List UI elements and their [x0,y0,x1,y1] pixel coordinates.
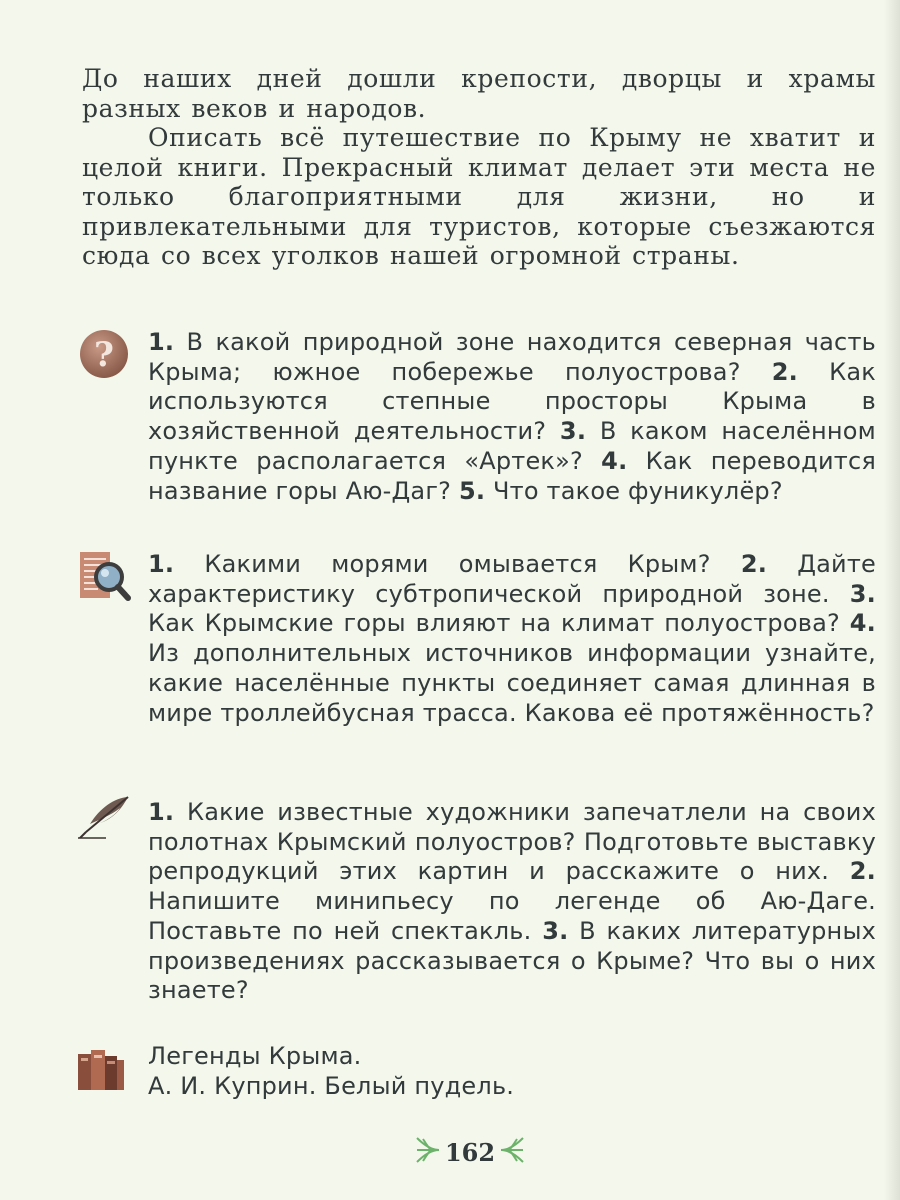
page-footer [410,1134,530,1170]
page-number: 162 [444,1137,496,1167]
page-edge-shadow [884,0,900,1200]
magnifier-document-icon [76,550,132,611]
research-block [148,550,876,728]
leaf-ornament-icon [499,1136,525,1169]
leaf-ornament-icon [415,1136,441,1169]
quill-feather-icon [76,794,132,845]
reading-block [148,1042,876,1101]
research-item: 1. Какими морями омывается Крым? [148,550,711,578]
question-item: 3. В каком населённом пункте располагается «Артек»? [148,417,876,475]
questions-block [148,328,876,506]
reading-line-1: Легенды Крыма. [148,1042,362,1070]
intro-text [82,64,876,271]
question-item: 2. Как используются степные просторы Крыма в хозяйственной деятельности? [148,357,876,446]
creative-item: 2. Напишите минипьесу по легенде об Аю-Даге. Поставьте по ней спектакль. [148,857,876,945]
creative-item: 3. В каких литературных произведениях рассказывается о Крыме? Что вы о них знаете? [148,916,876,1005]
intro-paragraph-2: Описать всё путешествие по Крыму не хватит и целой книги. Прекрасный климат делает эти места не только благоприятными для жизни, но и привлекательными для туристов, которые съезжаются сюда со всех уголков нашей огромной страны. [82,123,876,270]
reading-line-2: А. И. Куприн. Белый пудель. [148,1071,515,1100]
creative-block [148,798,876,1006]
intro-paragraph-1: До наших дней дошли крепости, дворцы и храмы разных веков и народов. [82,64,876,123]
question-mark-icon [78,328,130,385]
research-item: 2. Дайте характеристику субтропической природной зоне. [148,550,876,608]
question-item: 5. Что такое фуникулёр? [458,476,783,505]
question-item: 4. Как переводится название горы Аю-Даг? [148,446,876,505]
creative-item: 1. Какие известные художники запечатлели на своих полотнах Крымский полуостров? Подготовьте выставку репродукций этих картин и расскажите о них. [148,798,876,886]
research-item: 3. Как Крымские горы влияют на климат полуострова? [148,579,876,638]
books-icon [76,1046,126,1097]
question-item: 1. В какой природной зоне находится северная часть Крыма; южное побережье полуострова? [148,328,876,386]
svg-text:?: ? [94,335,114,375]
research-item: 4. Из дополнительных источников информации узнайте, какие населённые пункты соединяет самая длинная в мире троллейбусная трасса. Какова её протяжённость? [148,609,876,727]
